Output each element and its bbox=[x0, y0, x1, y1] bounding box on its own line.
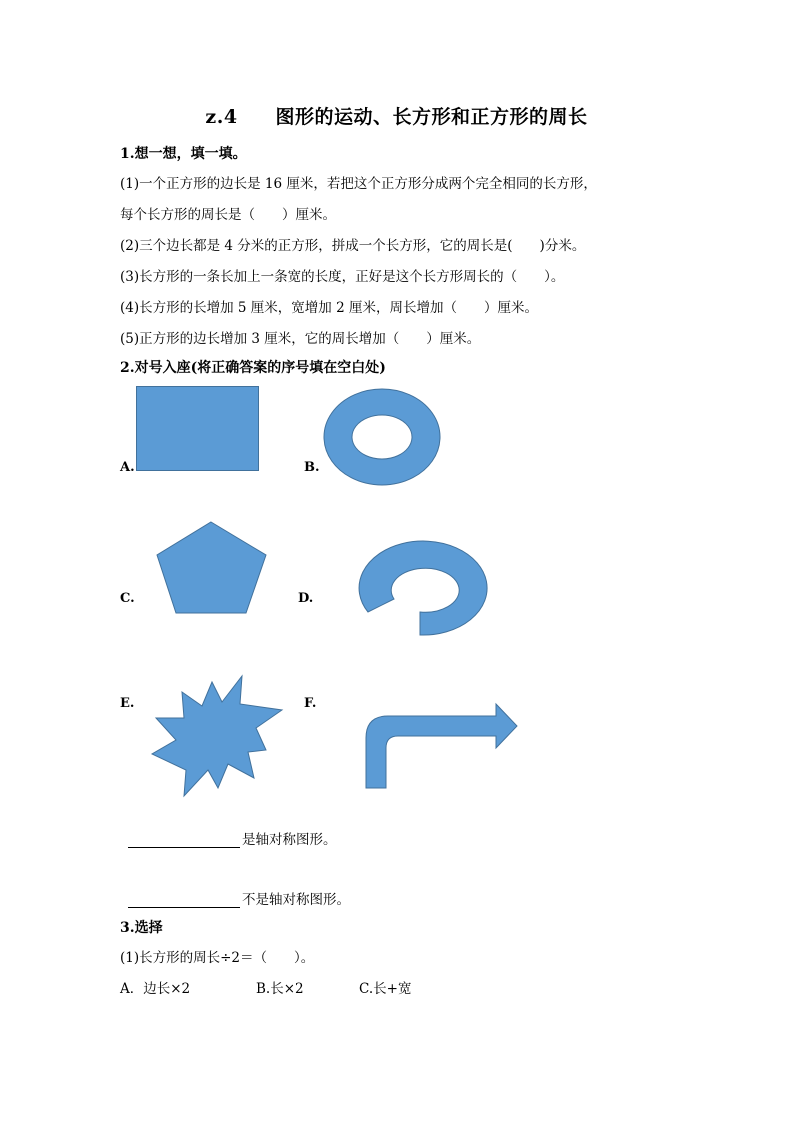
question-line-2: 每个长方形的周长是（ ）厘米。 bbox=[120, 207, 336, 223]
label-a: A. bbox=[120, 460, 135, 475]
option-c[interactable]: C.长+宽 bbox=[359, 981, 412, 997]
page-title bbox=[0, 102, 793, 129]
label-f: F. bbox=[304, 696, 317, 711]
pentagon-shape bbox=[156, 520, 268, 616]
question-line-1: (1)一个正方形的边长是 16 厘米，若把这个正方形分成两个完全相同的长方形， bbox=[120, 176, 597, 192]
question-line-4: (3)长方形的一条长加上一条宽的长度，正好是这个长方形周长的（ ）。 bbox=[120, 269, 565, 285]
choice-options bbox=[120, 977, 411, 997]
symmetric-answer-blank[interactable] bbox=[128, 832, 240, 848]
title-text: 图形的运动、长方形和正方形的周长 bbox=[275, 106, 588, 128]
rectangle-shape bbox=[136, 386, 260, 472]
choice-question: (1)长方形的周长÷2＝（ ）。 bbox=[120, 950, 315, 966]
label-d: D. bbox=[298, 591, 314, 606]
question-line-5: (4)长方形的长增加 5 厘米，宽增加 2 厘米，周长增加（ ）厘米。 bbox=[120, 300, 538, 316]
symmetric-answer-text: 是轴对称图形。 bbox=[242, 832, 337, 848]
label-e: E. bbox=[120, 696, 135, 711]
section1-heading: 1.想一想，填一填。 bbox=[120, 146, 247, 162]
bent-arrow-shape bbox=[364, 702, 520, 790]
section2-heading: 2.对号入座(将正确答案的序号填在空白处) bbox=[120, 360, 386, 376]
not-symmetric-answer-text: 不是轴对称图形。 bbox=[242, 892, 350, 908]
section3-heading: 3.选择 bbox=[120, 920, 163, 936]
question-line-3: (2)三个边长都是 4 分米的正方形，拼成一个长方形，它的周长是( )分米。 bbox=[120, 238, 586, 254]
label-b: B. bbox=[304, 460, 320, 475]
ring-shape bbox=[322, 388, 442, 488]
block-arc-shape bbox=[358, 540, 488, 638]
option-a[interactable]: A．边长×2 bbox=[120, 981, 191, 997]
label-c: C. bbox=[120, 591, 135, 606]
not-symmetric-answer-blank[interactable] bbox=[128, 892, 240, 908]
answer-symmetric bbox=[128, 828, 337, 848]
question-line-6: (5)正方形的边长增加 3 厘米，它的周长增加（ ）厘米。 bbox=[120, 331, 481, 347]
option-b[interactable]: B.长×2 bbox=[256, 981, 304, 997]
answer-not-symmetric bbox=[128, 888, 350, 908]
title-number: z.4 bbox=[205, 106, 238, 128]
starburst-shape bbox=[150, 672, 286, 800]
